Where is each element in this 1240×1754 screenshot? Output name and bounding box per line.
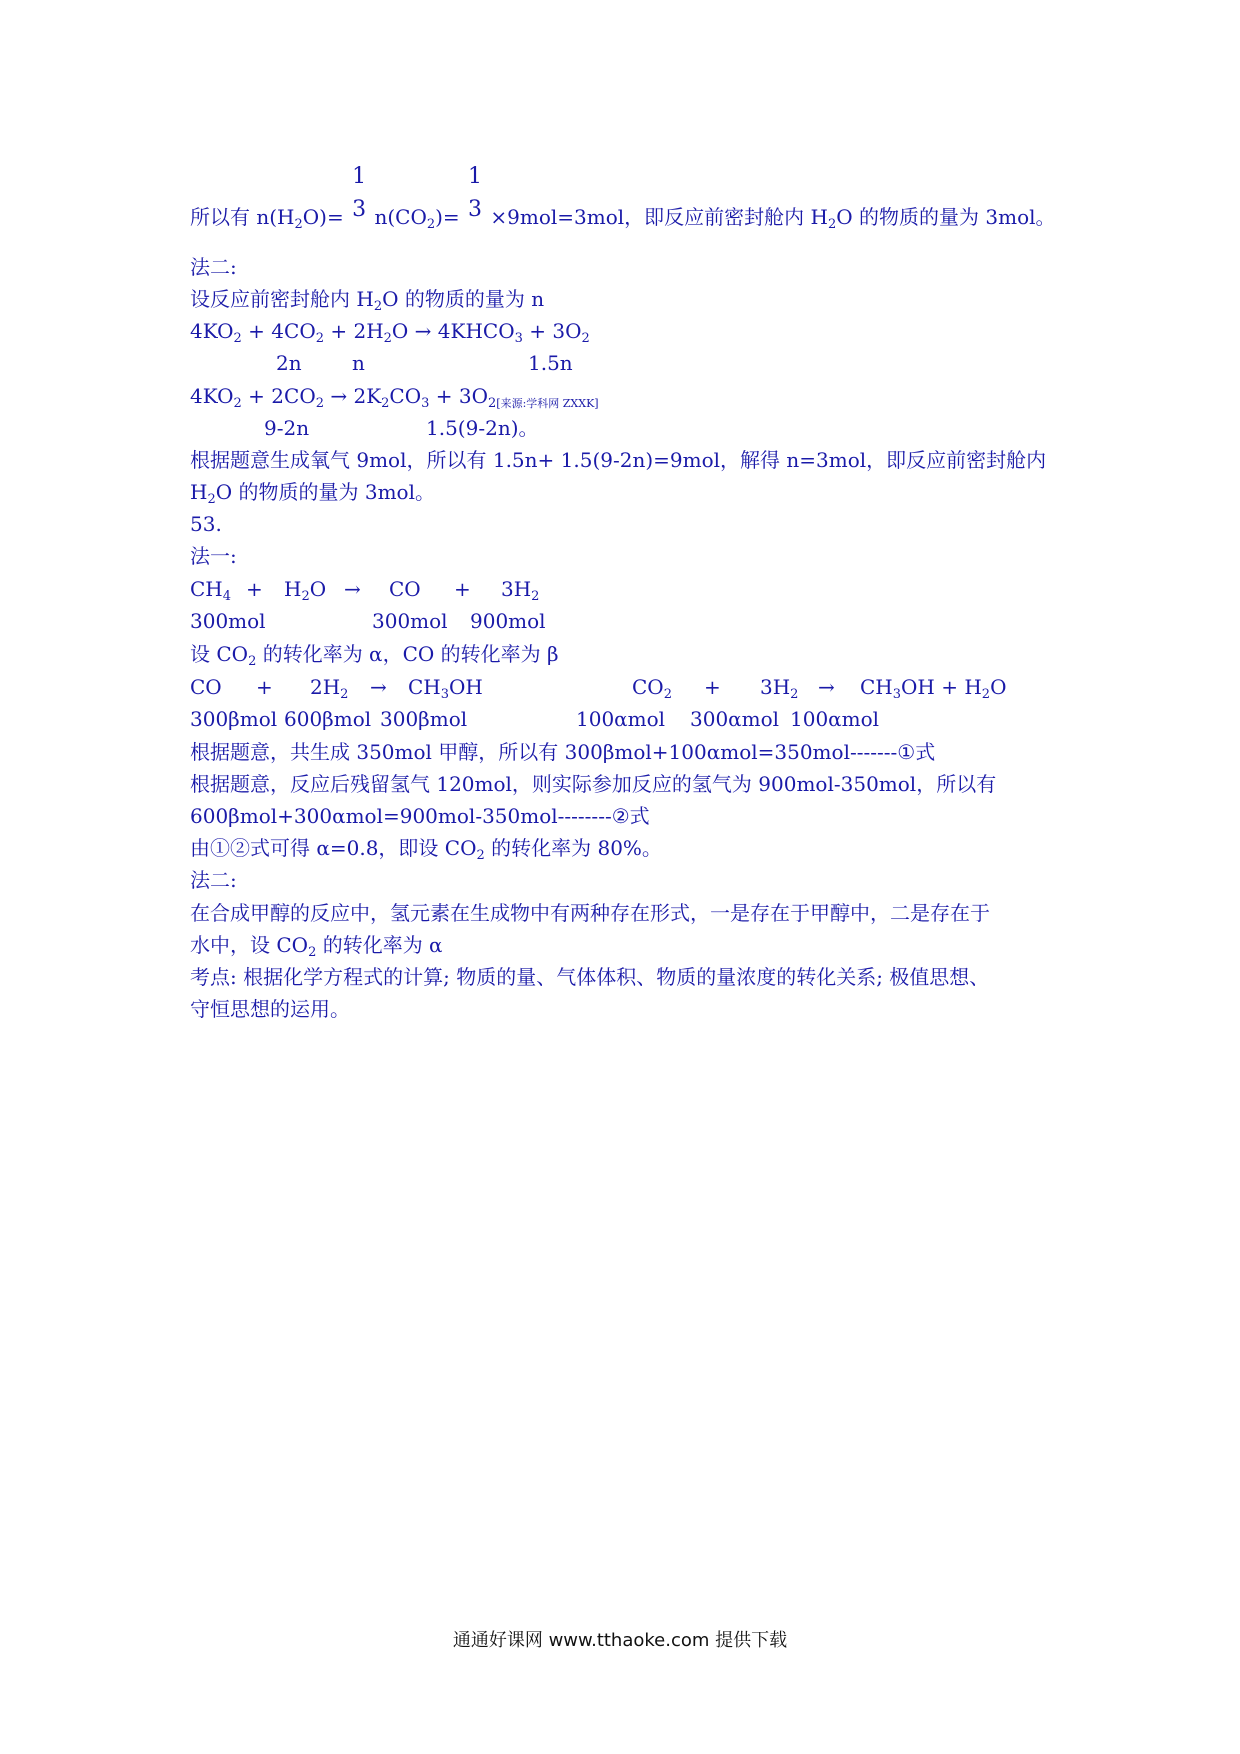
q53-method2-line-1: 在合成甲醇的反应中，氢元素在生成物中有两种存在形式，一是存在于甲醇中，二是存在于 (190, 901, 990, 925)
q53-line-4: 由①②式可得 α=0.8，即设 $CO_2$ 的转化率为 80%。 (190, 836, 662, 863)
eq4-plus: + (256, 675, 273, 699)
fraction-one-third: 1 3 (352, 164, 367, 222)
eq3-plus-1: + (246, 577, 263, 601)
conversion-setup: 设 $CO_2$ 的转化率为 α，CO 的转化率为 β (190, 642, 559, 669)
eq3-plus-2: + (454, 577, 471, 601)
question-53-number: 53. (190, 512, 222, 536)
source-note: [来源:学科网 ZXXK] (496, 397, 599, 410)
eq4-val-ch3oh: 300βmol (380, 707, 468, 731)
kaodian-line-2: 守恒思想的运用。 (190, 997, 350, 1021)
eq3-val-h2: 900mol (470, 609, 546, 633)
method2-label: 法二: (190, 255, 237, 279)
eq2-coef-co2: 9-2n (264, 416, 310, 440)
eq2-coef-o2: 1.5(9-2n)。 (426, 416, 539, 440)
eq4-h2: $2H_2$ (310, 675, 349, 702)
method2-conclusion-1: 根据题意生成氧气 9mol，所以有 1.5n+ 1.5(9-2n)=9mol，解得 n=3mol，即反应前密封舱内 (190, 448, 1047, 472)
q53-method2-line-2: 水中，设 $CO_2$ 的转化率为 α (190, 933, 443, 960)
eq3-h2o: $H_2O$ (284, 577, 327, 604)
kaodian-line-1: 考点: 根据化学方程式的计算; 物质的量、气体体积、物质的量浓度的转化关系; 极值思想、 (190, 965, 990, 989)
eq4-arrow: → (370, 675, 387, 699)
eq1-coef-co2: 2n (276, 351, 302, 375)
eq5-co2: $CO_2$ (632, 675, 672, 702)
eq5-plus: + (704, 675, 721, 699)
q53-method1-label: 法一: (190, 544, 237, 568)
q53-line-2: 根据题意，反应后残留氢气 120mol，则实际参加反应的氢气为 900mol-350mol，所以有 (190, 772, 997, 796)
eq5-val-h2: 300αmol (690, 707, 780, 731)
equation-khco3: $4KO_2 + 4CO_2 + 2H_2O$ → $4KHCO_3 + 3O_2$ (190, 319, 590, 346)
eq3-val-co: 300mol (372, 609, 448, 633)
eq3-ch4: $CH_4$ (190, 577, 232, 604)
fraction-one-third: 1 3 (468, 164, 483, 222)
eq5-h2: $3H_2$ (760, 675, 799, 702)
eq1-coef-o2: 1.5n (528, 351, 573, 375)
q53-line-3: 600βmol+300αmol=900mol-350mol--------②式 (190, 804, 650, 828)
method1-result-line: 所以有 $n(H_2O)=$ 1 3 $n(CO_2)=$ 1 3 ×9mol=3mol，即反应前密封舱内 $H_2O$ 的物质的量为 3mol。 (190, 164, 1056, 232)
eq4-val-h2: 600βmol (284, 707, 372, 731)
page-footer: 通通好课网 www.tthaoke.com 提供下载 (452, 1630, 788, 1651)
eq5-arrow: → (818, 675, 835, 699)
eq5-val-co2: 100αmol (576, 707, 666, 731)
eq5-val-ch3oh: 100αmol (790, 707, 880, 731)
eq4-ch3oh: $CH_3OH$ (408, 675, 483, 702)
eq4-val-co: 300βmol (190, 707, 278, 731)
eq3-co: CO (389, 577, 421, 601)
q53-method2-label: 法二: (190, 868, 237, 892)
eq3-val-ch4: 300mol (190, 609, 266, 633)
eq3-h2: $3H_2$ (501, 577, 540, 604)
eq4-co: CO (190, 675, 222, 699)
eq1-coef-h2o: n (352, 351, 365, 375)
eq3-arrow: → (344, 577, 361, 601)
method2-conclusion-2: $H_2O$ 的物质的量为 3mol。 (190, 480, 435, 507)
eq5-products: $CH_3OH + H_2O$ (860, 675, 1007, 702)
q53-line-1: 根据题意，共生成 350mol 甲醇，所以有 300βmol+100αmol=350mol-------①式 (190, 740, 936, 764)
method2-setup: 设反应前密封舱内 $H_2O$ 的物质的量为 n (190, 287, 545, 314)
equation-k2co3: $4KO_2 + 2CO_2 \to 2K_2CO_3 + 3O_{2[来源:学科网 ZXXK]}$ (190, 384, 599, 411)
